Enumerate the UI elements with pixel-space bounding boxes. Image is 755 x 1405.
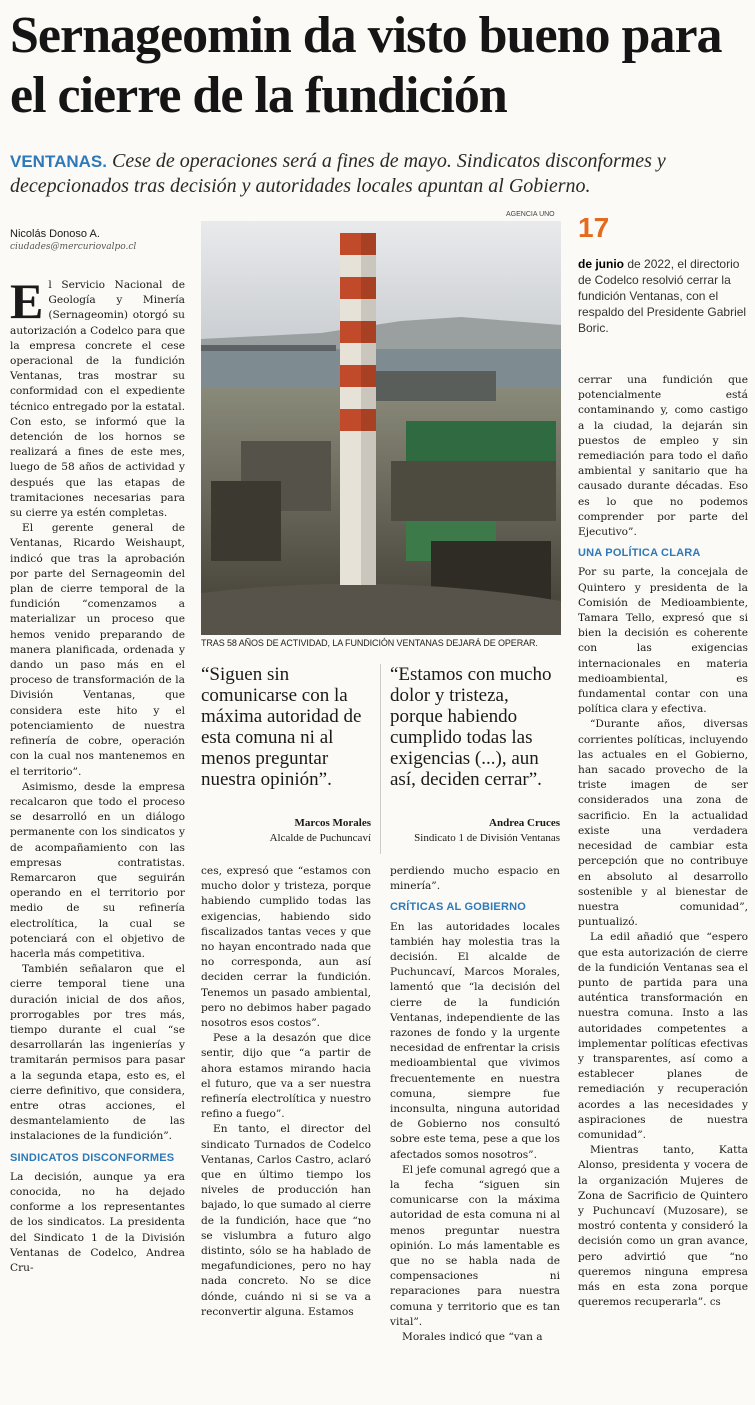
quote-1-role: Alcalde de Puchuncaví	[269, 832, 371, 844]
sidebar-text	[578, 256, 748, 336]
drop-cap: E	[10, 273, 44, 329]
paragraph: Asimismo, desde la empresa recalcaron que todo el proceso se desarrolló en un diálogo permanente con los sindicatos y de acompañamiento con las empresas contratistas. Remarcaron que seguirán operando en el territorio por medio de su refinería electrolítica, la cual se potenciará con el objetivo de hacerla más competitiva.	[10, 780, 185, 960]
pull-quote-1: “Siguen sin comunicarse con la máxima autoridad de esta comuna ni al menos preguntar nuestra opinión”.	[201, 664, 362, 790]
headline: Sernageomin da visto bueno para el cierre de la fundición	[10, 7, 722, 124]
quote-2-name: Andrea Cruces	[489, 817, 560, 829]
quote-1-attribution	[201, 816, 371, 846]
quote-divider	[380, 664, 381, 854]
paragraph: El Servicio Nacional de Geología y Minería (Sernageomin) otorgó su autorización a Codelco para que la empresa concrete el cese operacional de la fundición Ventanas, tras mostrar su conformidad con el expediente técnico entregado por la estatal. Con esto, se informó que la detención de los hornos se realizará a fines de este mes, luego de 58 años de actividad y después que las etapas de tramitaciones necesarias para su cierre ya estén completas.	[10, 273, 185, 520]
byline	[10, 228, 190, 252]
column-1	[10, 273, 185, 1276]
paragraph: ces, expresó que “estamos con mucho dolor y tristeza, porque habiendo cumplido todas las exigencias, habiendo sido fiscalizados tantas veces y que no hayan encontrado nada que no corresponda, aun así deciden cerrar la fundición. Tenemos un pasado ambiental, pero no debimos haber pagado nosotros esos costos”.	[201, 865, 371, 1030]
subhead-criticas: CRÍTICAS AL GOBIERNO	[390, 901, 527, 914]
byline-email[interactable]: ciudades@mercuriovalpo.cl	[10, 242, 137, 252]
smelter-illustration	[201, 221, 561, 635]
paragraph: Pese a la desazón que dice sentir, dijo que “a partir de ahora estamos mirando hacia el futuro, que va a ser nuestra refinería electrolítica y nuestro refino a fuego”.	[201, 1032, 371, 1121]
smokestack	[340, 233, 376, 585]
paragraph: La edil añadió que “espero que esta autorización de cierre de la fundición Ventanas sea el punto de partida para una auténtica transformación en nuestra comuna. Insto a las autoridades competentes a implementar políticas efectivas y transparentes, así como a establecer planes de remediación y recuperación acordes a las necesidades y aspiraciones de nuestra comunidad”.	[578, 931, 748, 1141]
deck-kicker: VENTANAS.	[10, 152, 107, 171]
paragraph: cerrar una fundición que potencialmente está contaminando y, como castigo a la ciudad, la dejarán sin puestos de empleo y sin remediación para todo el daño ambiental y sanitario que ha causado durante décadas. Eso es lo que no podemos comprender por parte del Ejecutivo”.	[578, 374, 748, 539]
column-4	[578, 373, 748, 1310]
quote-2-attribution	[390, 816, 560, 846]
column-3	[390, 864, 560, 1345]
quote-2-role: Sindicato 1 de División Ventanas	[414, 832, 560, 844]
photo-caption: TRAS 58 AÑOS DE ACTIVIDAD, LA FUNDICIÓN VENTANAS DEJARÁ DE OPERAR.	[201, 638, 538, 648]
paragraph: Morales indicó que “van a	[402, 1331, 543, 1344]
column-2	[201, 864, 371, 1320]
pull-quote-2: “Estamos con mucho dolor y tristeza, porque habiendo cumplido todas las exigencias (...), aun así, deciden cerrar”.	[390, 664, 552, 790]
sidebar-date-number: 17	[578, 212, 610, 243]
paragraph: También señalaron que el cierre temporal tiene una duración inicial de dos años, prorrogables por tres más, tiempo durante el cual “se desarrollarán las ingenierías y tramitarán permisos para pasar a la segunda etapa, esto es, el cierre definitivo, que considera, entre otras acciones, el desmantelamiento de las instalaciones de la fundición”.	[10, 963, 185, 1143]
paragraph: Por su parte, la concejala de Quintero y presidenta de la Comisión de Medioambiente, Tamara Tello, expresó que si bien la decisión es coherente con las exigencias internacionales en materia medioambiental, es fundamental contar con una política clara y efectiva.	[578, 566, 748, 716]
end-mark: cs	[709, 1297, 721, 1309]
quote-1-name: Marcos Morales	[294, 817, 371, 829]
article-photo	[201, 221, 561, 635]
byline-author: Nicolás Donoso A.	[10, 228, 100, 240]
paragraph: Mientras tanto, Katta Alonso, presidenta y vocera de la organización Mujeres de Zona de Sacrificio de Quintero y Puchuncaví (Muzosare), se mostró contenta y consideró la decisión como un gran avance, pero advirtió que “no queremos ninguna empresa más en esta zona porque queremos recuperarla”. cs	[578, 1144, 748, 1309]
subhead-politica: UNA POLÍTICA CLARA	[578, 547, 701, 560]
deck-text: Cese de operaciones será a fines de mayo. Sindicatos disconformes y decepcionados tras decisión y autoridades locales apuntan al Gobierno.	[10, 150, 666, 197]
paragraph: “Durante años, diversas corrientes políticas, incluyendo las actuales en el Gobierno, han sacado provecho de la triste imagen de ser considerados una zona de sacrificio. En la actualidad existe una verdadera necesidad de cambiar esta percepción que no contribuye en absoluto al desarrollo sostenible y al bienestar de nuestra comunidad”, puntualizó.	[578, 718, 748, 929]
deck	[10, 149, 745, 199]
paragraph: En las autoridades locales también hay molestia tras la decisión. El alcalde de Puchuncaví, Marcos Morales, lamentó que “la decisión del cierre de la fundición Ventanas, independiente de las razones de fondo y la urgente necesidad de enfrentar la crisis medioambiental que vivimos frecuentemente en nuestra comuna, siempre fue inconsulta, ninguna autoridad de Gobierno nos consultó sobre este tema, pese a que los afectados somos nosotros”.	[390, 920, 560, 1161]
sidebar-body: de 2022, el directorio de Codelco resolvió cerrar la fundición Ventanas, con el respaldo del Presidente Gabriel Boric.	[578, 257, 747, 335]
subhead-sindicatos: SINDICATOS DISCONFORMES	[10, 1151, 175, 1164]
paragraph: El gerente general de Ventanas, Ricardo Weishaupt, indicó que tras la aprobación por parte del Sernageomin del plan de cierre temporal de la fundición “comenzamos a materializar un proceso que hemos venido preparando de manera planificada, ordenada y dando un paso más en el proceso de transformación de la División Ventanas, que considera este hito y el potenciamiento de nuestra refinería de cobre, operación con la cual nos mantenemos en el territorio”.	[10, 522, 185, 778]
paragraph: En tanto, el director del sindicato Turnados de Codelco Ventanas, Carlos Castro, aclaró que en último tiempo los niveles de producción han bajado, lo que sumado al cierre de la fundición, hace que “no se vislumbra a futuro algo distinto, sólo se ha hablado de megafundiciones, pero no hay nada concreto. No se dice dónde, cuándo ni si se va a reconvertir alguna. Estamos	[201, 1123, 371, 1318]
sidebar-date-label: de junio	[578, 257, 624, 271]
paragraph: El jefe comunal agregó que a la fecha “siguen sin comunicarse con la máxima autoridad de esta comuna ni al menos preguntar nuestra opinión. Lo más lamentable es que no se habla nada de compensaciones ni reparaciones para nuestra comuna y territorio que es tan vital”.	[390, 1163, 560, 1328]
paragraph: perdiendo mucho espacio en minería”.	[390, 865, 560, 893]
paragraph: La decisión, aunque ya era conocida, no ha dejado conforme a los representantes de los sindicatos. La presidenta del Sindicato 1 de la División Ventanas de Codelco, Andrea Cru-	[10, 1170, 185, 1274]
photo-credit: AGENCIA UNO	[506, 211, 555, 218]
